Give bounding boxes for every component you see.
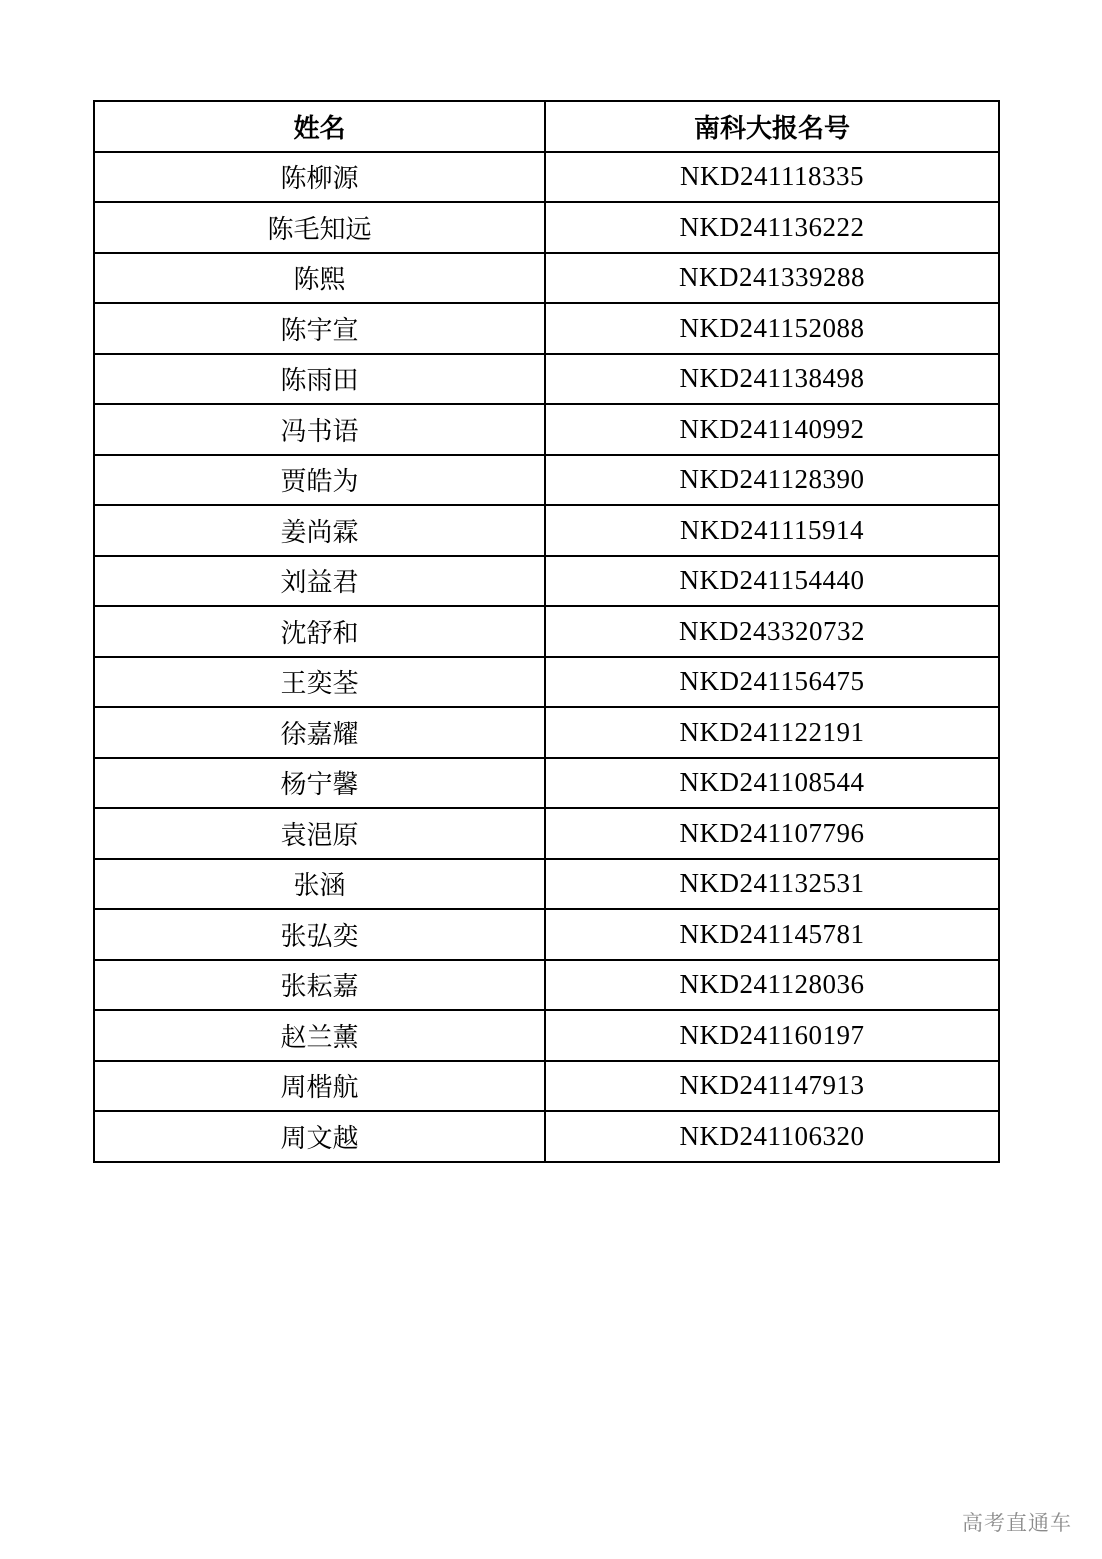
table-row — [94, 253, 999, 304]
table-row — [94, 303, 999, 354]
name-cell: 赵兰薰 — [94, 1010, 545, 1061]
registration-id-cell: NKD241115914 — [545, 505, 999, 556]
name-cell: 沈舒和 — [94, 606, 545, 657]
table-row — [94, 808, 999, 859]
name-cell: 陈柳源 — [94, 152, 545, 203]
name-cell: 姜尚霖 — [94, 505, 545, 556]
table-row — [94, 556, 999, 607]
name-cell: 陈雨田 — [94, 354, 545, 405]
registration-id-cell: NKD241107796 — [545, 808, 999, 859]
name-cell: 陈熙 — [94, 253, 545, 304]
table-row — [94, 152, 999, 203]
table-row — [94, 657, 999, 708]
name-cell: 陈宇宣 — [94, 303, 545, 354]
registration-id-cell: NKD241132531 — [545, 859, 999, 910]
name-cell: 张耘嘉 — [94, 960, 545, 1011]
table-row — [94, 455, 999, 506]
header-row — [94, 101, 999, 152]
table-row — [94, 404, 999, 455]
registration-id-cell: NKD241147913 — [545, 1061, 999, 1112]
registration-id-cell: NKD241138498 — [545, 354, 999, 405]
name-cell: 陈毛知远 — [94, 202, 545, 253]
table-row — [94, 707, 999, 758]
table-row — [94, 960, 999, 1011]
name-cell: 徐嘉耀 — [94, 707, 545, 758]
registration-id-cell: NKD241128390 — [545, 455, 999, 506]
table-row — [94, 505, 999, 556]
registration-id-cell: NKD241122191 — [545, 707, 999, 758]
name-cell: 张弘奕 — [94, 909, 545, 960]
table-row — [94, 909, 999, 960]
table-row — [94, 606, 999, 657]
registration-id-cell: NKD241140992 — [545, 404, 999, 455]
registration-id-cell: NKD241160197 — [545, 1010, 999, 1061]
registration-id-cell: NKD241108544 — [545, 758, 999, 809]
name-cell: 杨宁馨 — [94, 758, 545, 809]
registration-id-cell: NKD241118335 — [545, 152, 999, 203]
table-row — [94, 758, 999, 809]
table-body — [94, 152, 999, 1162]
registration-id-cell: NKD241339288 — [545, 253, 999, 304]
registration-id-cell: NKD241156475 — [545, 657, 999, 708]
table-row — [94, 859, 999, 910]
name-cell: 冯书语 — [94, 404, 545, 455]
registration-id-cell: NKD241106320 — [545, 1111, 999, 1162]
table-row — [94, 1010, 999, 1061]
watermark: 高考直通车 — [962, 1511, 1072, 1535]
registration-id-cell: NKD241152088 — [545, 303, 999, 354]
registration-id-cell: NKD241145781 — [545, 909, 999, 960]
table-row — [94, 1061, 999, 1112]
name-cell: 袁浥原 — [94, 808, 545, 859]
table-row — [94, 354, 999, 405]
table-row — [94, 202, 999, 253]
name-cell: 周文越 — [94, 1111, 545, 1162]
header-name: 姓名 — [94, 101, 545, 152]
table-header — [94, 101, 999, 152]
name-cell: 周楷航 — [94, 1061, 545, 1112]
registration-id-cell: NKD243320732 — [545, 606, 999, 657]
name-cell: 刘益君 — [94, 556, 545, 607]
registration-id-cell: NKD241128036 — [545, 960, 999, 1011]
header-registration-id: 南科大报名号 — [545, 101, 999, 152]
registration-id-cell: NKD241154440 — [545, 556, 999, 607]
table-row — [94, 1111, 999, 1162]
name-cell: 贾皓为 — [94, 455, 545, 506]
name-cell: 王奕荃 — [94, 657, 545, 708]
roster-table — [93, 100, 1000, 1163]
registration-id-cell: NKD241136222 — [545, 202, 999, 253]
name-cell: 张涵 — [94, 859, 545, 910]
